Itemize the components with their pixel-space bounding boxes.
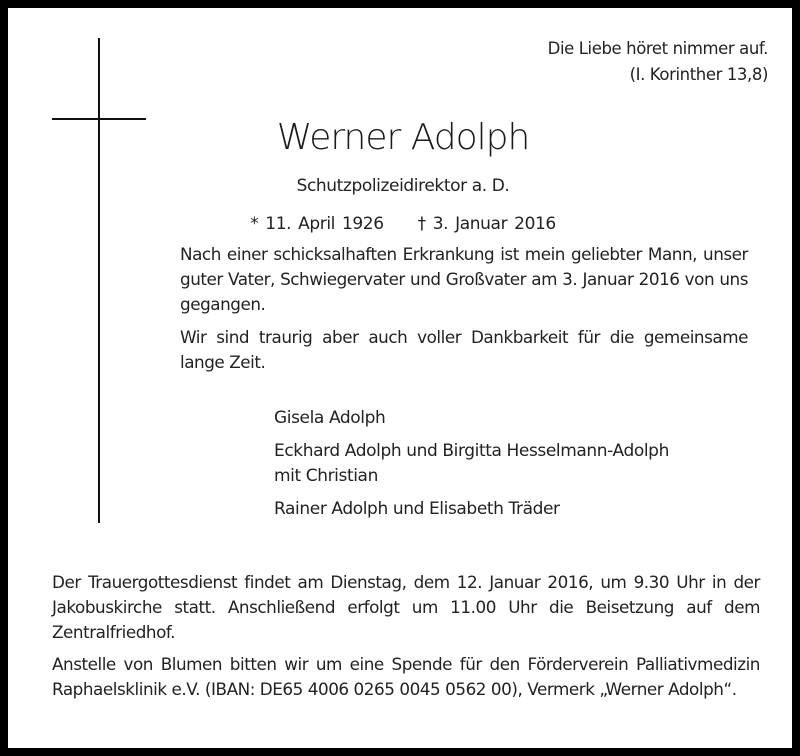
message-paragraph: Wir sind traurig aber auch voller Dankbarkeit für die gemeinsame lange Zeit.	[180, 327, 748, 372]
cross-icon-horizontal	[52, 118, 146, 120]
mourner-names: Eckhard Adolph und Birgitta Hesselmann-Adolph	[274, 441, 669, 461]
donation-request: Anstelle von Blumen bitten wir um eine Spende für den Förderverein Palliativmedizin Raphaelsklinik e.V. (IBAN: DE65 4006 0265 0045 0562 00), Vermerk „Werner Adolph“.	[52, 654, 760, 699]
deceased-header	[178, 116, 628, 236]
mourner: Gisela Adolph	[274, 408, 386, 428]
birth-date: * 11. April 1926	[250, 214, 384, 234]
service-info	[52, 570, 760, 709]
obituary-card	[8, 8, 792, 748]
life-dates	[178, 212, 628, 236]
message-paragraph: Nach einer schicksalhaften Erkrankung ist mein geliebter Mann, unser guter Vater, Schwiegervater und Großvater am 3. Januar 2016 von uns gegangen.	[180, 244, 748, 314]
deceased-title: Schutzpolizeidirektor a. D.	[296, 176, 510, 196]
bible-verse	[548, 36, 768, 88]
mourner-addition: mit Christian	[274, 466, 378, 486]
cross-icon-vertical	[98, 38, 100, 523]
mourner: Rainer Adolph und Elisabeth Träder	[274, 499, 560, 519]
verse-reference: (I. Korinther 13,8)	[629, 65, 768, 84]
mourners-list	[274, 406, 669, 530]
funeral-details: Der Trauergottesdienst findet am Dienstag, dem 12. Januar 2016, um 9.30 Uhr in der Jakobuskirche statt. Anschließend erfolgt um 11.00 Uhr die Beisetzung auf dem Zentralfriedhof.	[52, 572, 760, 642]
mourner	[274, 439, 669, 489]
obituary-message	[180, 242, 748, 383]
deceased-name: Werner Adolph	[276, 117, 530, 158]
death-date: † 3. Januar 2016	[417, 214, 556, 234]
verse-text: Die Liebe höret nimmer auf.	[547, 39, 768, 58]
